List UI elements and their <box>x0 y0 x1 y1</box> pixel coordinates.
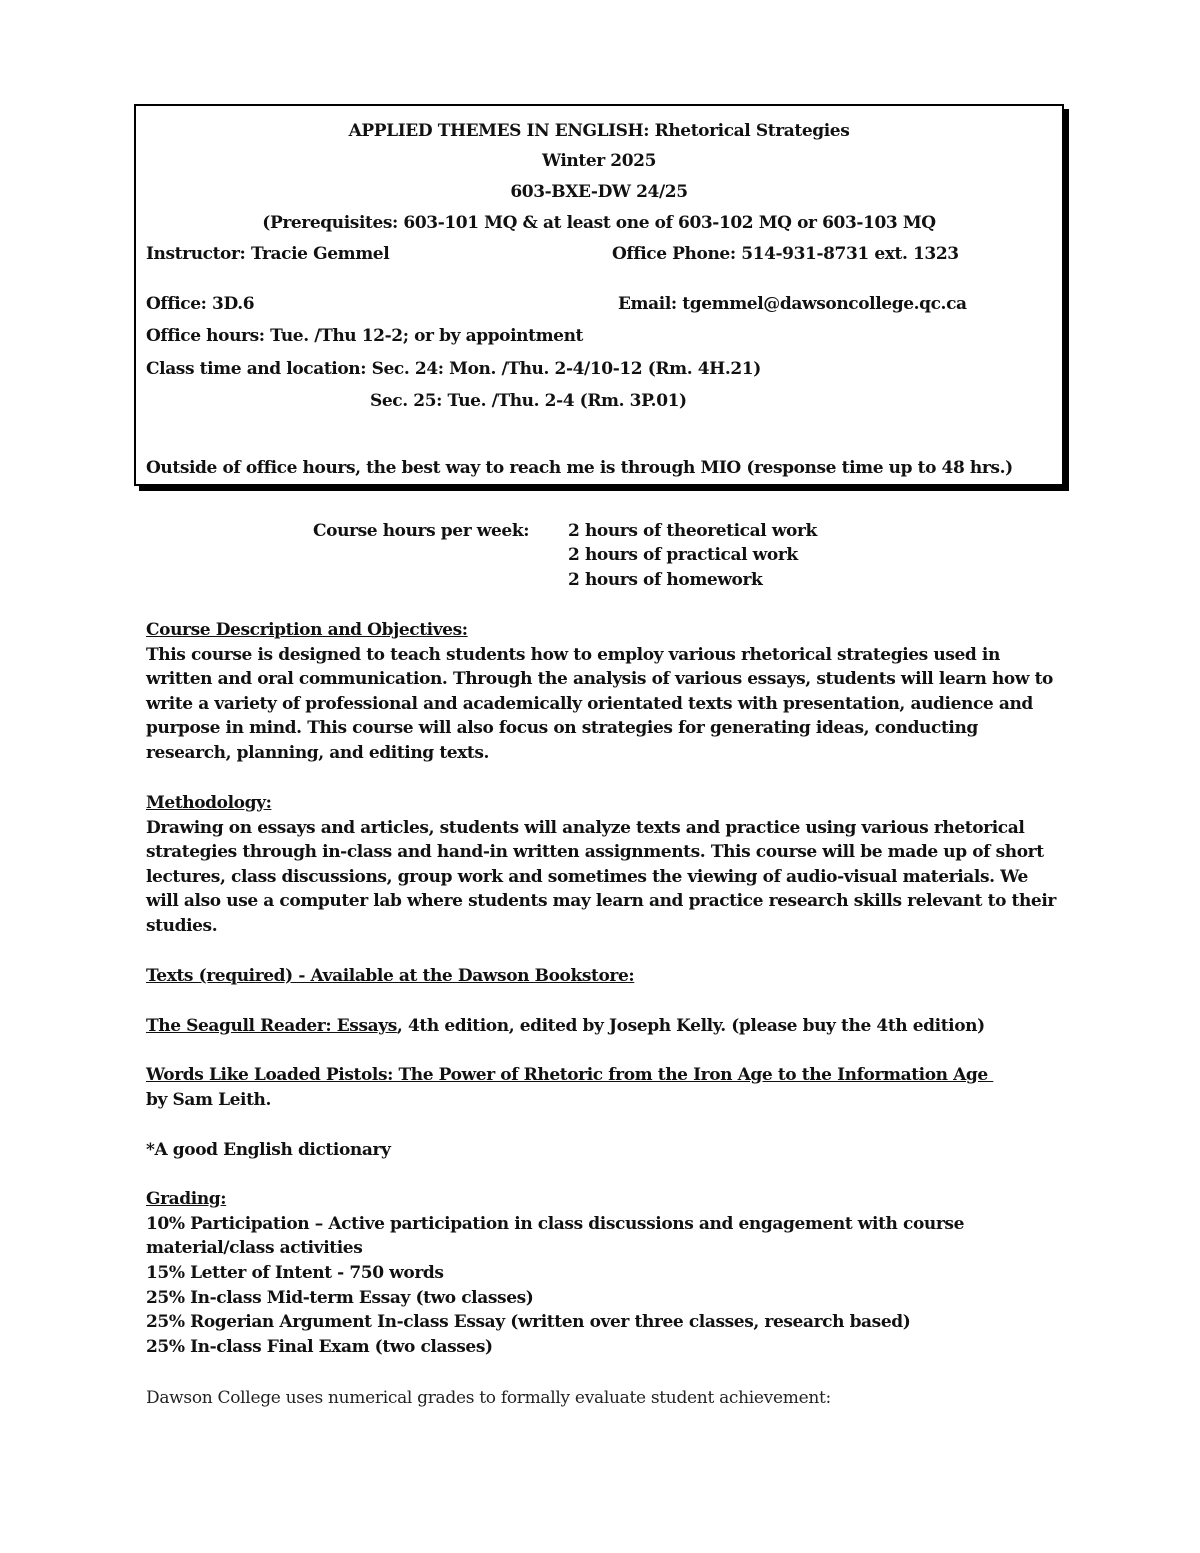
description-line: research, planning, and editing texts. <box>146 743 490 763</box>
book-loaded-pistols-author: by Sam Leith. <box>146 1090 272 1110</box>
course-title: APPLIED THEMES IN ENGLISH: Rhetorical Strategies <box>348 121 850 141</box>
dictionary-item: *A good English dictionary <box>146 1140 391 1160</box>
description-line: write a variety of professional and academically orientated texts with presentation, audience and <box>146 694 1033 714</box>
description-line: written and oral communication. Through the analysis of various essays, students will learn how to <box>146 669 1053 689</box>
methodology-line: strategies through in-class and hand-in written assignments. This course will be made up of short <box>146 842 1044 862</box>
course-term: Winter 2025 <box>541 151 657 171</box>
grading-item: 15% Letter of Intent - 750 words <box>146 1263 444 1283</box>
contact-note: Outside of office hours, the best way to reach me is through MIO (response time up to 48 hrs.) <box>146 458 1013 478</box>
book-seagull-title: The Seagull Reader: Essays <box>146 1016 397 1036</box>
methodology-heading: Methodology: <box>146 793 272 813</box>
methodology-line: lectures, class discussions, group work and sometimes the viewing of audio-visual materials. We <box>146 867 1028 887</box>
hours-homework: 2 hours of homework <box>568 570 763 590</box>
book-seagull-reader <box>146 1016 985 1036</box>
grading-item: 25% In-class Final Exam (two classes) <box>146 1337 493 1357</box>
class-time-sec25: Sec. 25: Tue. /Thu. 2-4 (Rm. 3P.01) <box>370 391 687 411</box>
course-header-box <box>134 104 1064 486</box>
methodology-line: studies. <box>146 916 218 936</box>
book-seagull-details: , 4th edition, edited by Joseph Kelly. (please buy the 4th edition) <box>396 1016 985 1036</box>
instructor-name: Instructor: Tracie Gemmel <box>146 244 390 264</box>
methodology-line: will also use a computer lab where students may learn and practice research skills relevant to their <box>146 891 1056 911</box>
office-location: Office: 3D.6 <box>146 294 255 314</box>
course-hours-label: Course hours per week: <box>313 521 530 541</box>
grading-item: 25% In-class Mid-term Essay (two classes) <box>146 1288 534 1308</box>
grading-item: 10% Participation – Active participation in class discussions and engagement with course <box>146 1214 965 1234</box>
course-code: 603-BXE-DW 24/25 <box>510 182 688 202</box>
instructor-email: Email: tgemmel@dawsoncollege.qc.ca <box>618 294 967 314</box>
grading-item: material/class activities <box>146 1238 363 1258</box>
grading-heading: Grading: <box>146 1189 227 1209</box>
texts-heading: Texts (required) - Available at the Dawson Bookstore: <box>146 966 635 986</box>
course-prerequisites: (Prerequisites: 603-101 MQ & at least one of 603-102 MQ or 603-103 MQ <box>262 213 936 233</box>
hours-theoretical: 2 hours of theoretical work <box>568 521 817 541</box>
office-hours: Office hours: Tue. /Thu 12-2; or by appointment <box>146 326 584 346</box>
description-heading: Course Description and Objectives: <box>146 620 468 640</box>
office-phone: Office Phone: 514-931-8731 ext. 1323 <box>612 244 959 264</box>
class-time-sec24: Class time and location: Sec. 24: Mon. /Thu. 2-4/10-12 (Rm. 4H.21) <box>146 359 761 379</box>
description-line: purpose in mind. This course will also focus on strategies for generating ideas, conducting <box>146 718 978 738</box>
methodology-line: Drawing on essays and articles, students will analyze texts and practice using various rhetorical <box>146 818 1025 838</box>
numerical-grades-note: Dawson College uses numerical grades to formally evaluate student achievement: <box>146 1388 831 1408</box>
grading-item: 25% Rogerian Argument In-class Essay (written over three classes, research based) <box>146 1312 911 1332</box>
book-loaded-pistols-title: Words Like Loaded Pistols: The Power of Rhetoric from the Iron Age to the Information Age <box>146 1065 994 1085</box>
hours-practical: 2 hours of practical work <box>568 545 798 565</box>
description-line: This course is designed to teach students how to employ various rhetorical strategies used in <box>146 645 1000 665</box>
